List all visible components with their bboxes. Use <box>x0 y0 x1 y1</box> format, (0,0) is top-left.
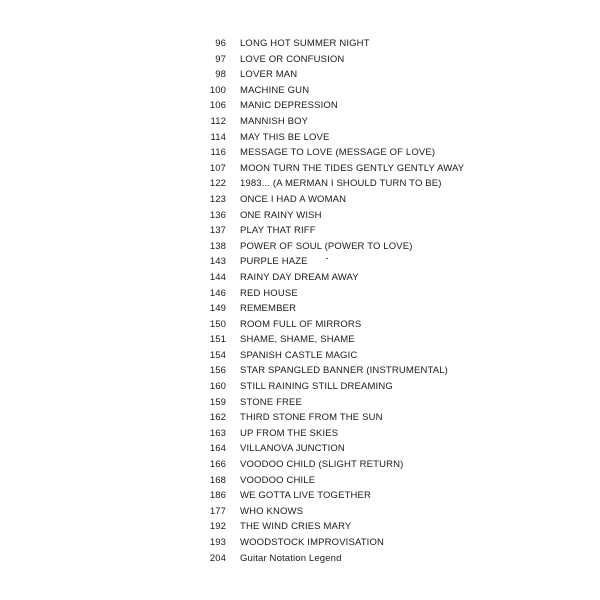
song-title: MESSAGE TO LOVE (MESSAGE OF LOVE) <box>240 147 436 159</box>
song-title: SHAME, SHAME, SHAME <box>240 334 355 346</box>
toc-entry <box>0 67 600 83</box>
page-number: 156 <box>209 365 226 377</box>
page-number: 149 <box>209 303 226 315</box>
toc-entry <box>0 395 600 411</box>
page-number: 97 <box>215 53 226 65</box>
toc-entry <box>0 379 600 395</box>
stray-ink-mark <box>326 258 328 259</box>
page-number: 123 <box>209 193 226 205</box>
page-number: 162 <box>209 412 226 424</box>
song-title: Guitar Notation Legend <box>240 552 342 564</box>
page-number: 96 <box>215 38 226 49</box>
page-number: 151 <box>209 334 226 346</box>
song-title: ONCE I HAD A WOMAN <box>240 193 347 205</box>
page-number: 168 <box>209 474 226 486</box>
song-title: ONE RAINY WISH <box>240 209 322 221</box>
page-number: 192 <box>209 521 226 533</box>
toc-entry <box>0 254 600 270</box>
toc-entry <box>0 208 600 224</box>
page-number: 137 <box>209 225 226 237</box>
page-number: 193 <box>209 537 226 548</box>
song-title: POWER OF SOUL (POWER TO LOVE) <box>240 240 413 252</box>
toc-entry <box>0 223 600 239</box>
toc-entry <box>0 488 600 504</box>
toc-entry <box>0 301 600 317</box>
song-title: RAINY DAY DREAM AWAY <box>240 271 359 283</box>
page-number: 146 <box>209 287 226 299</box>
song-title: LOVE OR CONFUSION <box>240 53 345 65</box>
toc-entry <box>0 426 600 442</box>
toc-entry <box>0 457 600 473</box>
song-title: MAY THIS BE LOVE <box>240 131 330 143</box>
page-number: 107 <box>209 162 226 174</box>
toc-entry <box>0 348 600 364</box>
toc-entry <box>0 36 600 52</box>
song-title: MANIC DEPRESSION <box>240 100 338 112</box>
toc-entry <box>0 239 600 255</box>
page-number: 106 <box>209 100 226 112</box>
page-number: 100 <box>209 84 226 96</box>
page-number: 138 <box>209 240 226 252</box>
song-title: PURPLE HAZE <box>240 256 308 268</box>
page-number: 164 <box>209 443 226 455</box>
toc-entry <box>0 176 600 192</box>
page-number: 177 <box>209 505 226 517</box>
song-title: WE GOTTA LIVE TOGETHER <box>240 490 372 502</box>
page-number: 204 <box>209 552 226 564</box>
toc-entry <box>0 473 600 489</box>
page-number: 98 <box>215 69 226 81</box>
toc-entry <box>0 145 600 161</box>
toc-entry <box>0 363 600 379</box>
page-number: 144 <box>209 271 226 283</box>
page-number: 116 <box>210 147 226 159</box>
song-title: LOVER MAN <box>240 69 298 81</box>
toc-entry <box>0 270 600 286</box>
song-title: PLAY THAT RIFF <box>240 225 316 237</box>
song-title: STILL RAINING STILL DREAMING <box>240 381 393 393</box>
toc-entry <box>0 332 600 348</box>
page-number: 163 <box>209 427 226 439</box>
song-title: REMEMBER <box>240 303 297 315</box>
toc-entry <box>0 286 600 302</box>
page-number: 166 <box>209 459 226 471</box>
toc-entry <box>0 52 600 68</box>
toc-entry <box>0 410 600 426</box>
song-title: WOODSTOCK IMPROVISATION <box>240 537 385 548</box>
song-title: STONE FREE <box>240 396 303 408</box>
song-title: VILLANOVA JUNCTION <box>240 443 345 455</box>
toc-entry <box>0 130 600 146</box>
song-title: RED HOUSE <box>240 287 298 299</box>
toc-entry <box>0 551 600 567</box>
song-title: 1983... (A MERMAN I SHOULD TURN TO BE) <box>240 178 442 190</box>
toc-entry <box>0 317 600 333</box>
page-number: 154 <box>209 349 226 361</box>
toc-entry <box>0 535 600 551</box>
song-title: THIRD STONE FROM THE SUN <box>240 412 383 424</box>
toc-entry <box>0 519 600 535</box>
page-number: 143 <box>209 256 226 268</box>
toc-entry <box>0 441 600 457</box>
song-title: STAR SPANGLED BANNER (INSTRUMENTAL) <box>240 365 448 377</box>
song-title: SPANISH CASTLE MAGIC <box>240 349 358 361</box>
page-number: 186 <box>209 490 226 502</box>
toc-entry <box>0 504 600 520</box>
page-number: 122 <box>209 178 226 190</box>
toc-entry <box>0 114 600 130</box>
song-title: VOODOO CHILE <box>240 474 316 486</box>
page-number: 114 <box>210 131 226 143</box>
toc-entry <box>0 161 600 177</box>
page-number: 136 <box>209 209 226 221</box>
song-title: UP FROM THE SKIES <box>240 427 339 439</box>
table-of-contents <box>0 36 600 566</box>
page-number: 160 <box>209 381 226 393</box>
toc-entry <box>0 83 600 99</box>
page-number: 150 <box>209 318 226 330</box>
page-number: 112 <box>210 115 226 127</box>
song-title: ROOM FULL OF MIRRORS <box>240 318 362 330</box>
song-title: MOON TURN THE TIDES GENTLY GENTLY AWAY <box>240 162 465 174</box>
toc-entry <box>0 98 600 114</box>
song-title: MACHINE GUN <box>240 84 310 96</box>
song-title: MANNISH BOY <box>240 115 309 127</box>
song-title: WHO KNOWS <box>240 505 304 517</box>
song-title: LONG HOT SUMMER NIGHT <box>240 38 370 49</box>
song-title: VOODOO CHILD (SLIGHT RETURN) <box>240 459 404 471</box>
song-title: THE WIND CRIES MARY <box>240 521 352 533</box>
toc-entry <box>0 192 600 208</box>
page-number: 159 <box>209 396 226 408</box>
